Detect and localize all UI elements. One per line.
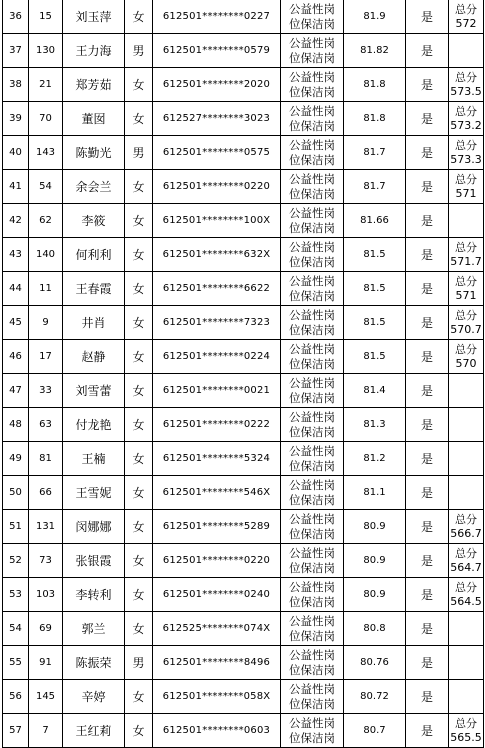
qualified-cell: 是	[406, 136, 449, 170]
name-cell: 郑芳茹	[63, 68, 125, 102]
name-cell: 赵静	[63, 340, 125, 374]
name-cell: 井肖	[63, 306, 125, 340]
id-number-cell: 612527********3023	[153, 102, 281, 136]
post-text-line: 公益性岗	[289, 35, 335, 50]
table-row	[3, 714, 484, 748]
note-cell	[449, 272, 484, 306]
note-cell	[449, 170, 484, 204]
name-cell: 王红莉	[63, 714, 125, 748]
id-number-cell: 612501********0240	[153, 578, 281, 612]
post-text-line: 公益性岗	[289, 579, 335, 594]
name-cell: 刘雪蕾	[63, 374, 125, 408]
note-text-line: 573.2	[450, 118, 482, 132]
seq-cell: 40	[3, 136, 29, 170]
note-text-line: 总分	[455, 70, 477, 84]
post-cell	[281, 374, 344, 408]
qualified-cell: 是	[406, 714, 449, 748]
post-text-line: 公益性岗	[289, 341, 335, 356]
post-text-line: 公益性岗	[289, 715, 335, 730]
note-cell	[449, 510, 484, 544]
name-cell: 陈振荣	[63, 646, 125, 680]
name-cell: 李转利	[63, 578, 125, 612]
gender-cell: 女	[125, 238, 153, 272]
score-cell: 81.3	[344, 408, 406, 442]
table-row	[3, 34, 484, 68]
qualified-cell: 是	[406, 578, 449, 612]
post-cell	[281, 136, 344, 170]
score-cell: 80.72	[344, 680, 406, 714]
note-cell	[449, 374, 484, 408]
table-row	[3, 272, 484, 306]
exam-number-cell: 130	[29, 34, 63, 68]
note-text-line: 总分	[455, 172, 477, 186]
post-text-line: 公益性岗	[289, 69, 335, 84]
post-text-line: 公益性岗	[289, 443, 335, 458]
results-table	[2, 0, 484, 748]
note-text-line: 565.5	[450, 730, 482, 744]
table-body	[3, 0, 484, 748]
note-cell	[449, 34, 484, 68]
table-row	[3, 544, 484, 578]
table-row	[3, 646, 484, 680]
seq-cell: 53	[3, 578, 29, 612]
post-text-line: 位保洁岗	[289, 118, 335, 133]
score-cell: 81.8	[344, 102, 406, 136]
score-cell: 80.76	[344, 646, 406, 680]
score-cell: 81.5	[344, 272, 406, 306]
post-cell	[281, 0, 344, 34]
exam-number-cell: 62	[29, 204, 63, 238]
post-text-line: 位保洁岗	[289, 662, 335, 677]
post-cell	[281, 714, 344, 748]
post-cell	[281, 646, 344, 680]
qualified-cell: 是	[406, 408, 449, 442]
id-number-cell: 612501********0220	[153, 544, 281, 578]
note-text-line: 564.5	[450, 594, 482, 608]
post-text-line: 位保洁岗	[289, 526, 335, 541]
name-cell: 闵娜娜	[63, 510, 125, 544]
score-cell: 81.8	[344, 68, 406, 102]
qualified-cell: 是	[406, 510, 449, 544]
qualified-cell: 是	[406, 306, 449, 340]
post-text-line: 公益性岗	[289, 375, 335, 390]
seq-cell: 44	[3, 272, 29, 306]
post-text-line: 位保洁岗	[289, 458, 335, 473]
note-text-line: 总分	[455, 716, 477, 730]
post-cell	[281, 34, 344, 68]
post-text-line: 公益性岗	[289, 171, 335, 186]
note-cell	[449, 680, 484, 714]
note-cell	[449, 340, 484, 374]
seq-cell: 36	[3, 0, 29, 34]
post-cell	[281, 442, 344, 476]
id-number-cell: 612501********0579	[153, 34, 281, 68]
qualified-cell: 是	[406, 0, 449, 34]
note-text-line: 570	[455, 356, 477, 370]
exam-number-cell: 140	[29, 238, 63, 272]
name-cell: 何利利	[63, 238, 125, 272]
exam-number-cell: 73	[29, 544, 63, 578]
name-cell: 郭兰	[63, 612, 125, 646]
table-row	[3, 680, 484, 714]
post-cell	[281, 544, 344, 578]
seq-cell: 52	[3, 544, 29, 578]
exam-number-cell: 17	[29, 340, 63, 374]
note-text-line: 571.7	[450, 254, 482, 268]
qualified-cell: 是	[406, 544, 449, 578]
seq-cell: 41	[3, 170, 29, 204]
seq-cell: 56	[3, 680, 29, 714]
note-text-line: 564.7	[450, 560, 482, 574]
post-text-line: 公益性岗	[289, 307, 335, 322]
note-cell	[449, 476, 484, 510]
name-cell: 辛婷	[63, 680, 125, 714]
table-row	[3, 442, 484, 476]
name-cell: 李筱	[63, 204, 125, 238]
exam-number-cell: 145	[29, 680, 63, 714]
qualified-cell: 是	[406, 476, 449, 510]
name-cell: 余会兰	[63, 170, 125, 204]
note-text-line: 571	[455, 186, 477, 200]
gender-cell: 女	[125, 0, 153, 34]
note-cell	[449, 578, 484, 612]
gender-cell: 女	[125, 544, 153, 578]
post-cell	[281, 340, 344, 374]
qualified-cell: 是	[406, 238, 449, 272]
gender-cell: 女	[125, 442, 153, 476]
id-number-cell: 612501********0224	[153, 340, 281, 374]
note-text-line: 570.7	[450, 322, 482, 336]
post-cell	[281, 612, 344, 646]
gender-cell: 女	[125, 408, 153, 442]
exam-number-cell: 70	[29, 102, 63, 136]
note-text-line: 571	[455, 288, 477, 302]
gender-cell: 女	[125, 102, 153, 136]
exam-number-cell: 21	[29, 68, 63, 102]
post-text-line: 公益性岗	[289, 205, 335, 220]
post-text-line: 公益性岗	[289, 647, 335, 662]
table-row	[3, 340, 484, 374]
qualified-cell: 是	[406, 170, 449, 204]
seq-cell: 49	[3, 442, 29, 476]
post-text-line: 位保洁岗	[289, 424, 335, 439]
gender-cell: 男	[125, 646, 153, 680]
table-row	[3, 612, 484, 646]
qualified-cell: 是	[406, 646, 449, 680]
score-cell: 81.1	[344, 476, 406, 510]
note-cell	[449, 408, 484, 442]
post-cell	[281, 680, 344, 714]
gender-cell: 女	[125, 170, 153, 204]
note-cell	[449, 0, 484, 34]
seq-cell: 50	[3, 476, 29, 510]
qualified-cell: 是	[406, 34, 449, 68]
note-text-line: 总分	[455, 342, 477, 356]
id-number-cell: 612501********5324	[153, 442, 281, 476]
table-row	[3, 510, 484, 544]
table-row	[3, 578, 484, 612]
exam-number-cell: 131	[29, 510, 63, 544]
id-number-cell: 612501********0603	[153, 714, 281, 748]
post-text-line: 位保洁岗	[289, 322, 335, 337]
post-text-line: 公益性岗	[289, 103, 335, 118]
gender-cell: 女	[125, 374, 153, 408]
name-cell: 付龙艳	[63, 408, 125, 442]
exam-number-cell: 143	[29, 136, 63, 170]
exam-number-cell: 33	[29, 374, 63, 408]
name-cell: 张银霞	[63, 544, 125, 578]
post-text-line: 位保洁岗	[289, 288, 335, 303]
post-text-line: 位保洁岗	[289, 730, 335, 745]
table-row	[3, 306, 484, 340]
post-text-line: 公益性岗	[289, 613, 335, 628]
post-text-line: 位保洁岗	[289, 594, 335, 609]
post-cell	[281, 238, 344, 272]
post-cell	[281, 578, 344, 612]
post-cell	[281, 170, 344, 204]
seq-cell: 46	[3, 340, 29, 374]
score-cell: 81.82	[344, 34, 406, 68]
post-cell	[281, 204, 344, 238]
post-text-line: 公益性岗	[289, 681, 335, 696]
id-number-cell: 612501********100X	[153, 204, 281, 238]
exam-number-cell: 66	[29, 476, 63, 510]
table-row	[3, 476, 484, 510]
note-cell	[449, 612, 484, 646]
note-text-line: 572	[455, 16, 477, 30]
gender-cell: 女	[125, 340, 153, 374]
note-text-line: 573.5	[450, 84, 482, 98]
seq-cell: 54	[3, 612, 29, 646]
note-cell	[449, 102, 484, 136]
post-text-line: 位保洁岗	[289, 84, 335, 99]
score-cell: 81.2	[344, 442, 406, 476]
qualified-cell: 是	[406, 680, 449, 714]
gender-cell: 女	[125, 510, 153, 544]
post-text-line: 位保洁岗	[289, 254, 335, 269]
gender-cell: 女	[125, 306, 153, 340]
seq-cell: 45	[3, 306, 29, 340]
gender-cell: 女	[125, 272, 153, 306]
score-cell: 80.7	[344, 714, 406, 748]
score-cell: 80.9	[344, 578, 406, 612]
id-number-cell: 612501********5289	[153, 510, 281, 544]
note-cell	[449, 442, 484, 476]
score-cell: 80.9	[344, 510, 406, 544]
name-cell: 董囡	[63, 102, 125, 136]
note-text-line: 总分	[455, 104, 477, 118]
post-text-line: 位保洁岗	[289, 628, 335, 643]
note-cell	[449, 544, 484, 578]
post-text-line: 位保洁岗	[289, 560, 335, 575]
note-text-line: 总分	[455, 308, 477, 322]
exam-number-cell: 69	[29, 612, 63, 646]
seq-cell: 57	[3, 714, 29, 748]
name-cell: 陈勤光	[63, 136, 125, 170]
exam-number-cell: 63	[29, 408, 63, 442]
exam-number-cell: 91	[29, 646, 63, 680]
gender-cell: 女	[125, 476, 153, 510]
table-row	[3, 136, 484, 170]
post-text-line: 位保洁岗	[289, 492, 335, 507]
qualified-cell: 是	[406, 204, 449, 238]
name-cell: 王雪妮	[63, 476, 125, 510]
seq-cell: 48	[3, 408, 29, 442]
gender-cell: 女	[125, 204, 153, 238]
score-cell: 81.7	[344, 136, 406, 170]
note-text-line: 总分	[455, 2, 477, 16]
post-text-line: 公益性岗	[289, 1, 335, 16]
qualified-cell: 是	[406, 612, 449, 646]
note-text-line: 总分	[455, 580, 477, 594]
seq-cell: 43	[3, 238, 29, 272]
post-text-line: 公益性岗	[289, 545, 335, 560]
note-text-line: 566.7	[450, 526, 482, 540]
note-text-line: 总分	[455, 240, 477, 254]
qualified-cell: 是	[406, 374, 449, 408]
id-number-cell: 612501********6622	[153, 272, 281, 306]
post-cell	[281, 102, 344, 136]
post-text-line: 位保洁岗	[289, 152, 335, 167]
post-text-line: 位保洁岗	[289, 220, 335, 235]
post-text-line: 位保洁岗	[289, 50, 335, 65]
gender-cell: 女	[125, 578, 153, 612]
post-text-line: 公益性岗	[289, 239, 335, 254]
exam-number-cell: 9	[29, 306, 63, 340]
post-text-line: 位保洁岗	[289, 696, 335, 711]
exam-number-cell: 54	[29, 170, 63, 204]
post-text-line: 位保洁岗	[289, 16, 335, 31]
score-cell: 81.5	[344, 340, 406, 374]
id-number-cell: 612501********632X	[153, 238, 281, 272]
score-cell: 81.4	[344, 374, 406, 408]
post-text-line: 位保洁岗	[289, 356, 335, 371]
name-cell: 王力海	[63, 34, 125, 68]
note-cell	[449, 136, 484, 170]
gender-cell: 女	[125, 680, 153, 714]
id-number-cell: 612525********074X	[153, 612, 281, 646]
score-cell: 81.5	[344, 238, 406, 272]
qualified-cell: 是	[406, 272, 449, 306]
table-row	[3, 0, 484, 34]
note-cell	[449, 306, 484, 340]
qualified-cell: 是	[406, 340, 449, 374]
gender-cell: 男	[125, 136, 153, 170]
id-number-cell: 612501********0220	[153, 170, 281, 204]
post-text-line: 位保洁岗	[289, 390, 335, 405]
post-text-line: 公益性岗	[289, 273, 335, 288]
post-cell	[281, 408, 344, 442]
post-cell	[281, 510, 344, 544]
table-row	[3, 374, 484, 408]
note-cell	[449, 714, 484, 748]
seq-cell: 51	[3, 510, 29, 544]
name-cell: 王春霞	[63, 272, 125, 306]
id-number-cell: 612501********0222	[153, 408, 281, 442]
score-cell: 81.7	[344, 170, 406, 204]
seq-cell: 39	[3, 102, 29, 136]
name-cell: 王楠	[63, 442, 125, 476]
qualified-cell: 是	[406, 102, 449, 136]
table-row	[3, 102, 484, 136]
note-text-line: 总分	[455, 512, 477, 526]
gender-cell: 女	[125, 714, 153, 748]
table-row	[3, 170, 484, 204]
post-cell	[281, 272, 344, 306]
exam-number-cell: 103	[29, 578, 63, 612]
score-cell: 80.8	[344, 612, 406, 646]
id-number-cell: 612501********0575	[153, 136, 281, 170]
gender-cell: 女	[125, 68, 153, 102]
id-number-cell: 612501********8496	[153, 646, 281, 680]
gender-cell: 男	[125, 34, 153, 68]
note-text-line: 总分	[455, 274, 477, 288]
qualified-cell: 是	[406, 68, 449, 102]
post-cell	[281, 476, 344, 510]
note-text-line: 总分	[455, 138, 477, 152]
seq-cell: 42	[3, 204, 29, 238]
post-text-line: 公益性岗	[289, 409, 335, 424]
table-row	[3, 408, 484, 442]
post-text-line: 公益性岗	[289, 477, 335, 492]
seq-cell: 55	[3, 646, 29, 680]
score-cell: 81.66	[344, 204, 406, 238]
score-cell: 80.9	[344, 544, 406, 578]
note-cell	[449, 68, 484, 102]
qualified-cell: 是	[406, 442, 449, 476]
seq-cell: 38	[3, 68, 29, 102]
seq-cell: 47	[3, 374, 29, 408]
note-text-line: 573.3	[450, 152, 482, 166]
table-row	[3, 238, 484, 272]
id-number-cell: 612501********7323	[153, 306, 281, 340]
note-cell	[449, 204, 484, 238]
note-cell	[449, 646, 484, 680]
score-cell: 81.9	[344, 0, 406, 34]
exam-number-cell: 7	[29, 714, 63, 748]
note-cell	[449, 238, 484, 272]
table-row	[3, 204, 484, 238]
post-text-line: 公益性岗	[289, 511, 335, 526]
exam-number-cell: 15	[29, 0, 63, 34]
post-cell	[281, 306, 344, 340]
post-text-line: 公益性岗	[289, 137, 335, 152]
score-cell: 81.5	[344, 306, 406, 340]
id-number-cell: 612501********058X	[153, 680, 281, 714]
exam-number-cell: 81	[29, 442, 63, 476]
seq-cell: 37	[3, 34, 29, 68]
exam-number-cell: 11	[29, 272, 63, 306]
gender-cell: 女	[125, 612, 153, 646]
id-number-cell: 612501********2020	[153, 68, 281, 102]
table-row	[3, 68, 484, 102]
post-cell	[281, 68, 344, 102]
post-text-line: 位保洁岗	[289, 186, 335, 201]
note-text-line: 总分	[455, 546, 477, 560]
id-number-cell: 612501********0227	[153, 0, 281, 34]
id-number-cell: 612501********546X	[153, 476, 281, 510]
name-cell: 刘玉萍	[63, 0, 125, 34]
id-number-cell: 612501********0021	[153, 374, 281, 408]
